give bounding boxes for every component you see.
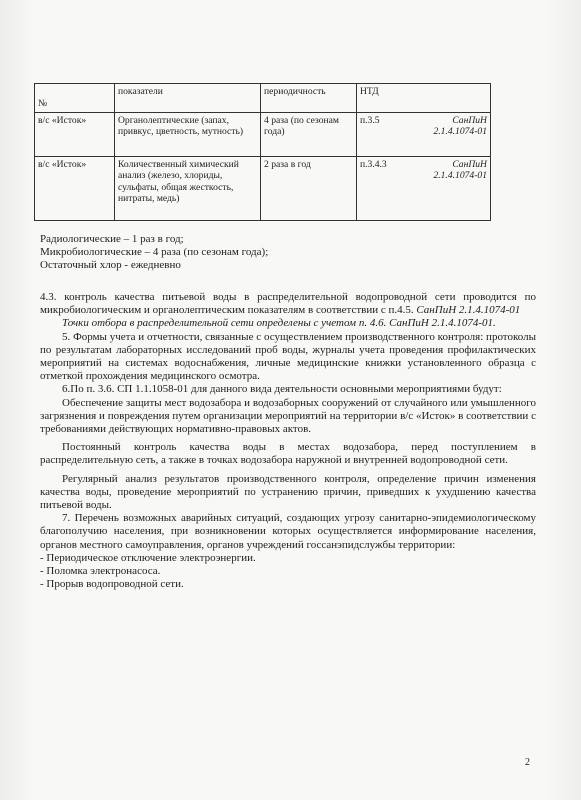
sampling-points-note: Точки отбора в распределительной сети определены с учетом п. 4.6. СанПиН 2.1.4.1074-01. xyxy=(62,317,496,330)
cell-object: в/с «Исток» xyxy=(35,112,115,156)
measure-item: Регулярный анализ результатов производственного контроля, определение причин изменения качества воды, проведение мероприятий по устранению причин, приведших к ухудшению качества питьевой воды. xyxy=(40,472,536,512)
measure-item: Постоянный контроль качества воды в местах водозабора, перед поступлением в распределительную сеть, а также в точках водозабора наружной и внутренней водопроводной сети. xyxy=(40,441,536,467)
list-item: Остаточный хлор - ежедневно xyxy=(40,259,181,272)
list-item: Радиологические – 1 раз в год; xyxy=(40,233,184,245)
cell-indicators: Органолептические (запах, привкус, цветность, мутность) xyxy=(115,112,261,156)
cell-indicators: Количественный химический анализ (железо, хлориды, сульфаты, общая жесткость, нитраты, медь) xyxy=(115,156,261,220)
emergency-item: - Периодическое отключение электроэнергии. xyxy=(40,551,256,564)
section-4-3-text: 4.3. контроль качества питьевой воды в распределительной водопроводной сети проводится по микробиологическим и органолептическим показателям в соответствии с п.4.5. xyxy=(40,291,536,317)
section-6: 6.По п. 3.6. СП 1.1.1058-01 для данного вида деятельности основными мероприятиями будут: xyxy=(62,383,502,396)
section-5: 5. Формы учета и отчетности, связанные с осуществлением производственного контроля: протоколы по результатам лабораторных исследований проб воды, журналы учета проведения профилактических мероприятий на системах водоснабжения, личные медицинские книжки установленного образца с отметкой прохождения медицинского осмотра. xyxy=(40,330,536,383)
section-4-3 xyxy=(40,291,536,591)
page-number: 2 xyxy=(525,757,530,768)
header-number: № xyxy=(35,84,115,113)
cell-object: в/с «Исток» xyxy=(35,156,115,220)
header-ntd: НТД xyxy=(357,84,491,113)
cell-period: 4 раза (по сезонам года) xyxy=(261,112,357,156)
list-item: Микробиологические – 4 раза (по сезонам года); xyxy=(40,246,269,259)
header-period: периодичность xyxy=(261,84,357,113)
header-indicators: показатели xyxy=(115,84,261,113)
emergency-item: - Прорыв водопроводной сети. xyxy=(40,578,184,591)
cell-ntd: п.3.5 СанПиН 2.1.4.1074-01 xyxy=(357,112,491,156)
section-4-3-ref: СанПиН 2.1.4.1074-01 xyxy=(416,304,521,317)
table-row xyxy=(35,112,491,156)
measure-item: Обеспечение защиты мест водозабора и водозаборных сооружений от случайного или умышленного загрязнения и повреждения путем организации мероприятий на территории в/с «Исток» в соответствии с требованиями действующих нормативно-правовых актов. xyxy=(40,396,536,436)
monitoring-table xyxy=(34,83,491,221)
table-header-row xyxy=(35,84,491,113)
cell-period: 2 раза в год xyxy=(261,156,357,220)
analysis-list xyxy=(40,233,536,273)
cell-ntd: п.3.4.3 СанПиН 2.1.4.1074-01 xyxy=(357,156,491,220)
emergency-item: - Поломка электронасоса. xyxy=(40,565,161,578)
section-7: 7. Перечень возможных аварийных ситуаций, создающих угрозу санитарно-эпидемиологическому благополучию населения, при возникновении которых осуществляется информирование населения, органов местного самоуправления, органов учреждений госсанэпидслужбы территории: xyxy=(40,512,536,551)
table-row xyxy=(35,156,491,220)
